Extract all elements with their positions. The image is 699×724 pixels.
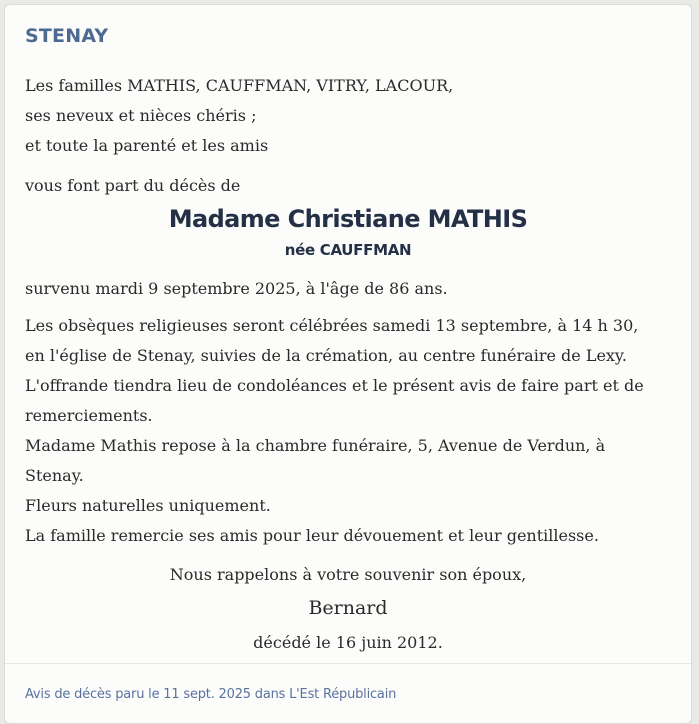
- details-line: Les obsèques religieuses seront célébrées samedi 13 septembre, à 14 h 30,: [25, 316, 639, 335]
- families-block: [25, 71, 677, 161]
- details-block: [25, 311, 677, 551]
- footer-divider: [5, 663, 691, 664]
- details-line: Stenay.: [25, 466, 84, 485]
- obituary-card: [4, 4, 692, 724]
- announce-text: vous font part du décès de: [25, 176, 241, 195]
- death-date-text: survenu mardi 9 septembre 2025, à l'âge de 86 ans.: [25, 279, 448, 298]
- details-line: Fleurs naturelles uniquement.: [25, 496, 271, 515]
- families-line: ses neveux et nièces chéris ;: [25, 106, 257, 125]
- spouse-death-date: décédé le 16 juin 2012.: [253, 633, 443, 652]
- town-heading: STENAY: [25, 25, 109, 47]
- details-line: remerciements.: [25, 406, 153, 425]
- details-line: Madame Mathis repose à la chambre funéraire, 5, Avenue de Verdun, à: [25, 436, 606, 455]
- publication-footer: Avis de décès paru le 11 sept. 2025 dans L'Est Républicain: [25, 687, 397, 702]
- deceased-name: Madame Christiane MATHIS: [168, 205, 528, 233]
- spouse-name: Bernard: [308, 597, 388, 619]
- families-line: Les familles MATHIS, CAUFFMAN, VITRY, LACOUR,: [25, 76, 454, 95]
- families-line: et toute la parenté et les amis: [25, 136, 269, 155]
- details-line: La famille remercie ses amis pour leur dévouement et leur gentillesse.: [25, 526, 599, 545]
- details-line: L'offrande tiendra lieu de condoléances et le présent avis de faire part et de: [25, 376, 644, 395]
- maiden-name: née CAUFFMAN: [284, 241, 412, 259]
- recall-text: Nous rappelons à votre souvenir son époux,: [169, 565, 527, 584]
- details-line: en l'église de Stenay, suivies de la crémation, au centre funéraire de Lexy.: [25, 346, 627, 365]
